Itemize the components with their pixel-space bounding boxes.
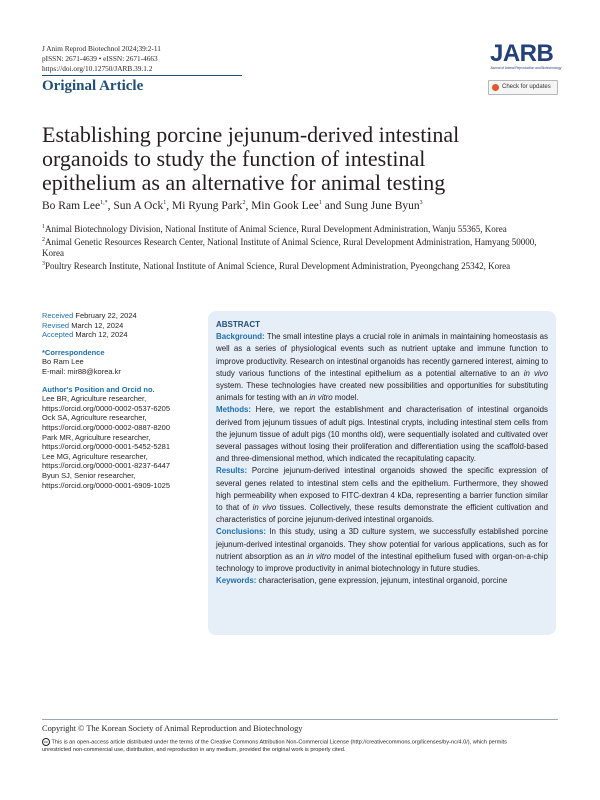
affiliation-text: Animal Biotechnology Division, National Institute of Animal Science, Rural Development Administration, Wanju 55365, Korea [45,224,507,234]
author-affiliation-mark: 1 [163,200,167,207]
abstract-italic: in vitro [309,393,333,403]
author-separator: , [166,200,172,212]
affiliation [42,237,560,260]
license-line [42,738,562,747]
header-rule [42,75,242,76]
abstract-text: Porcine jejunum-derived intestinal organoids showed the specific expression of several genes related to intestinal stem cells and the epithelium. Furthermore, they showed high permeability when exposed to FITC-dextran 4 kDa, representing a barrier function similar to that of [216,466,548,513]
abstract-methods [216,404,548,465]
orcid-link[interactable]: https://orcid.org/0000-0001-5452-5281 [42,442,171,452]
copyright-notice: Copyright © The Korean Society of Animal Reproduction and Biotechnology [42,724,303,733]
affiliation-number: 2 [42,236,45,243]
affiliation [42,224,560,236]
received-label: Received [42,311,74,320]
revised-label: Revised [42,320,70,330]
accepted-value: March 12, 2024 [75,330,128,340]
issn-line: pISSN: 2671-4639 • eISSN: 2671-4663 [42,54,158,63]
orcid-link[interactable]: https://orcid.org/0000-0001-6909-1025 [42,480,171,490]
accepted-label: Accepted [42,330,74,340]
license-notice [42,738,562,754]
results-label: Results: [216,466,248,476]
abstract-text: Here, we report the establishment and characterisation of intestinal organoids derived from jejunum tissues of adult pigs. Intestinal crypts, including intestinal stem cells from the jejunum tissue of adult pigs (10 months old), were sequentially isolated and cultivated over several passages without losing their proliferation and differentiation using the scaffold-based and three-dimensional method, which indicated the recapitulating capacity. [216,405,548,464]
accepted-date [42,330,202,340]
abstract-italic: in vivo [523,368,548,378]
correspondence-email[interactable]: E-mail: mir88@korea.kr [42,366,121,376]
revised-value: March 12, 2024 [71,320,124,330]
author-name: Sung June Byun [344,200,420,212]
author-name: Min Gook Lee [251,200,319,212]
received-date [42,311,202,321]
orcid-link[interactable]: https://orcid.org/0000-0001-8237-6447 [42,461,171,471]
correspondence-name: Bo Ram Lee [42,357,84,367]
author-name: Mi Ryung Park [171,200,243,212]
footer-rule [42,719,558,720]
correspondence-heading: *Correspondence [42,347,105,357]
abstract-box [208,311,556,635]
journal-citation: J Anim Reprod Biotechnol 2024;39:2-11 [42,44,161,53]
orcid-position: Byun SJ, Senior researcher, [42,470,136,480]
methods-label: Methods: [216,405,252,415]
affiliation-text: Poultry Research Institute, National Institute of Animal Science, Rural Development Administration, Pyeongchang 25342, Korea [45,260,511,271]
background-label: Background: [216,332,265,342]
author-affiliation-mark: 3 [419,200,423,207]
orcid-position: Park MR, Agriculture researcher, [42,432,151,442]
logo-subtitle: Journal of Animal Reproduction and Biotechnology [490,66,562,70]
author-affiliation-mark: 2 [242,200,246,207]
check-updates-label: Check for updates [502,84,551,90]
abstract-text: system. These technologies have created new possibilities and opportunities for substituting animals for testing with an [216,381,548,403]
article-title [42,123,562,195]
title-line: Establishing porcine jejunum-derived intestinal [42,122,460,147]
author-affiliation-mark: 1,* [100,200,108,207]
orcid-link[interactable]: https://orcid.org/0000-0002-0887-8200 [42,422,171,432]
logo-text: JARB [490,40,554,67]
affiliation-list [42,224,560,273]
keywords-text: characterisation, gene expression, jejunum, intestinal organoid, porcine [256,576,508,586]
author-list [42,200,423,212]
abstract-text: In this study, using a 3D culture system, we successfully established porcine jejunum-derived intestinal organoids. They show potential for various applications, such as for nutrient absorption as an [216,527,548,561]
article-type: Original Article [42,78,144,94]
abstract-text: model of the intestinal epithelium fused with organ-on-a-chip technology to improve productivity in animal biotechnology in future studies. [216,551,548,574]
abstract-results [216,465,548,526]
orcid-position: Lee MG, Agriculture researcher, [42,451,148,461]
check-updates-button[interactable] [488,80,558,95]
abstract-text: The small intestine plays a crucial role in animals in maintaining homeostasis as well as a series of physiological events such as nutrient uptake and immune function to improve productivity. Research on intestinal organoids has recently garnered interest, aiming to study various functions of the intestinal epithelium as a potential alternative to an [216,332,548,378]
abstract-text: model. [332,393,359,403]
affiliation [42,261,560,273]
affiliation-number: 1 [42,224,45,230]
abstract-heading: ABSTRACT [216,320,260,329]
crossmark-icon [492,84,499,91]
orcid-position: Lee BR, Agriculture researcher, [42,394,147,404]
author-separator: , [245,200,252,212]
abstract-conclusions [216,526,548,575]
conclusions-label: Conclusions: [216,527,266,537]
author-affiliation-mark: 1 [318,200,322,207]
author-name: Sun A Ock [113,200,164,212]
author-name: Bo Ram Lee [42,200,101,212]
affiliation-text: Animal Genetic Resources Research Center, National Institute of Animal Science, Rural Development Administration, Hamyang 50000, Korea [42,236,537,258]
orcid-heading: Author's Position and Orcid no. [42,384,155,394]
revised-date [42,321,202,331]
abstract-background [216,331,548,404]
creative-commons-icon: cc [44,739,48,744]
keywords-label: Keywords: [216,576,257,586]
title-line: epithelium as an alternative for animal testing [42,170,446,195]
license-text: This is an open-access article distributed under the terms of the Creative Commons Attribution Non-Commercial License (http://creativecommons.org/licenses/by-nc/4.0/), which permits [51,739,507,746]
abstract-text: tissues. Collectively, these results demonstrate the efficient cultivation and characteristics of porcine jejunum-derived intestinal organoids. [216,503,548,525]
abstract-keywords [216,575,548,587]
abstract-italic: in vivo [252,503,277,513]
affiliation-number: 3 [42,260,45,267]
article-info-sidebar [42,311,202,490]
received-value: February 22, 2024 [75,311,137,320]
abstract-italic: in vitro [307,551,331,561]
orcid-link[interactable]: https://orcid.org/0000-0002-0537-6205 [42,403,171,413]
author-separator: , [107,200,114,212]
title-line: organoids to study the function of intestinal [42,146,426,171]
license-line: unrestricted non-commercial use, distribution, and reproduction in any medium, provided the original work is properly cited. [42,746,346,753]
journal-logo [490,42,560,70]
doi-link[interactable]: https://doi.org/10.12750/JARB.39.1.2 [42,64,153,73]
orcid-position: Ock SA, Agriculture researcher, [42,413,147,423]
author-separator: and [321,200,345,212]
